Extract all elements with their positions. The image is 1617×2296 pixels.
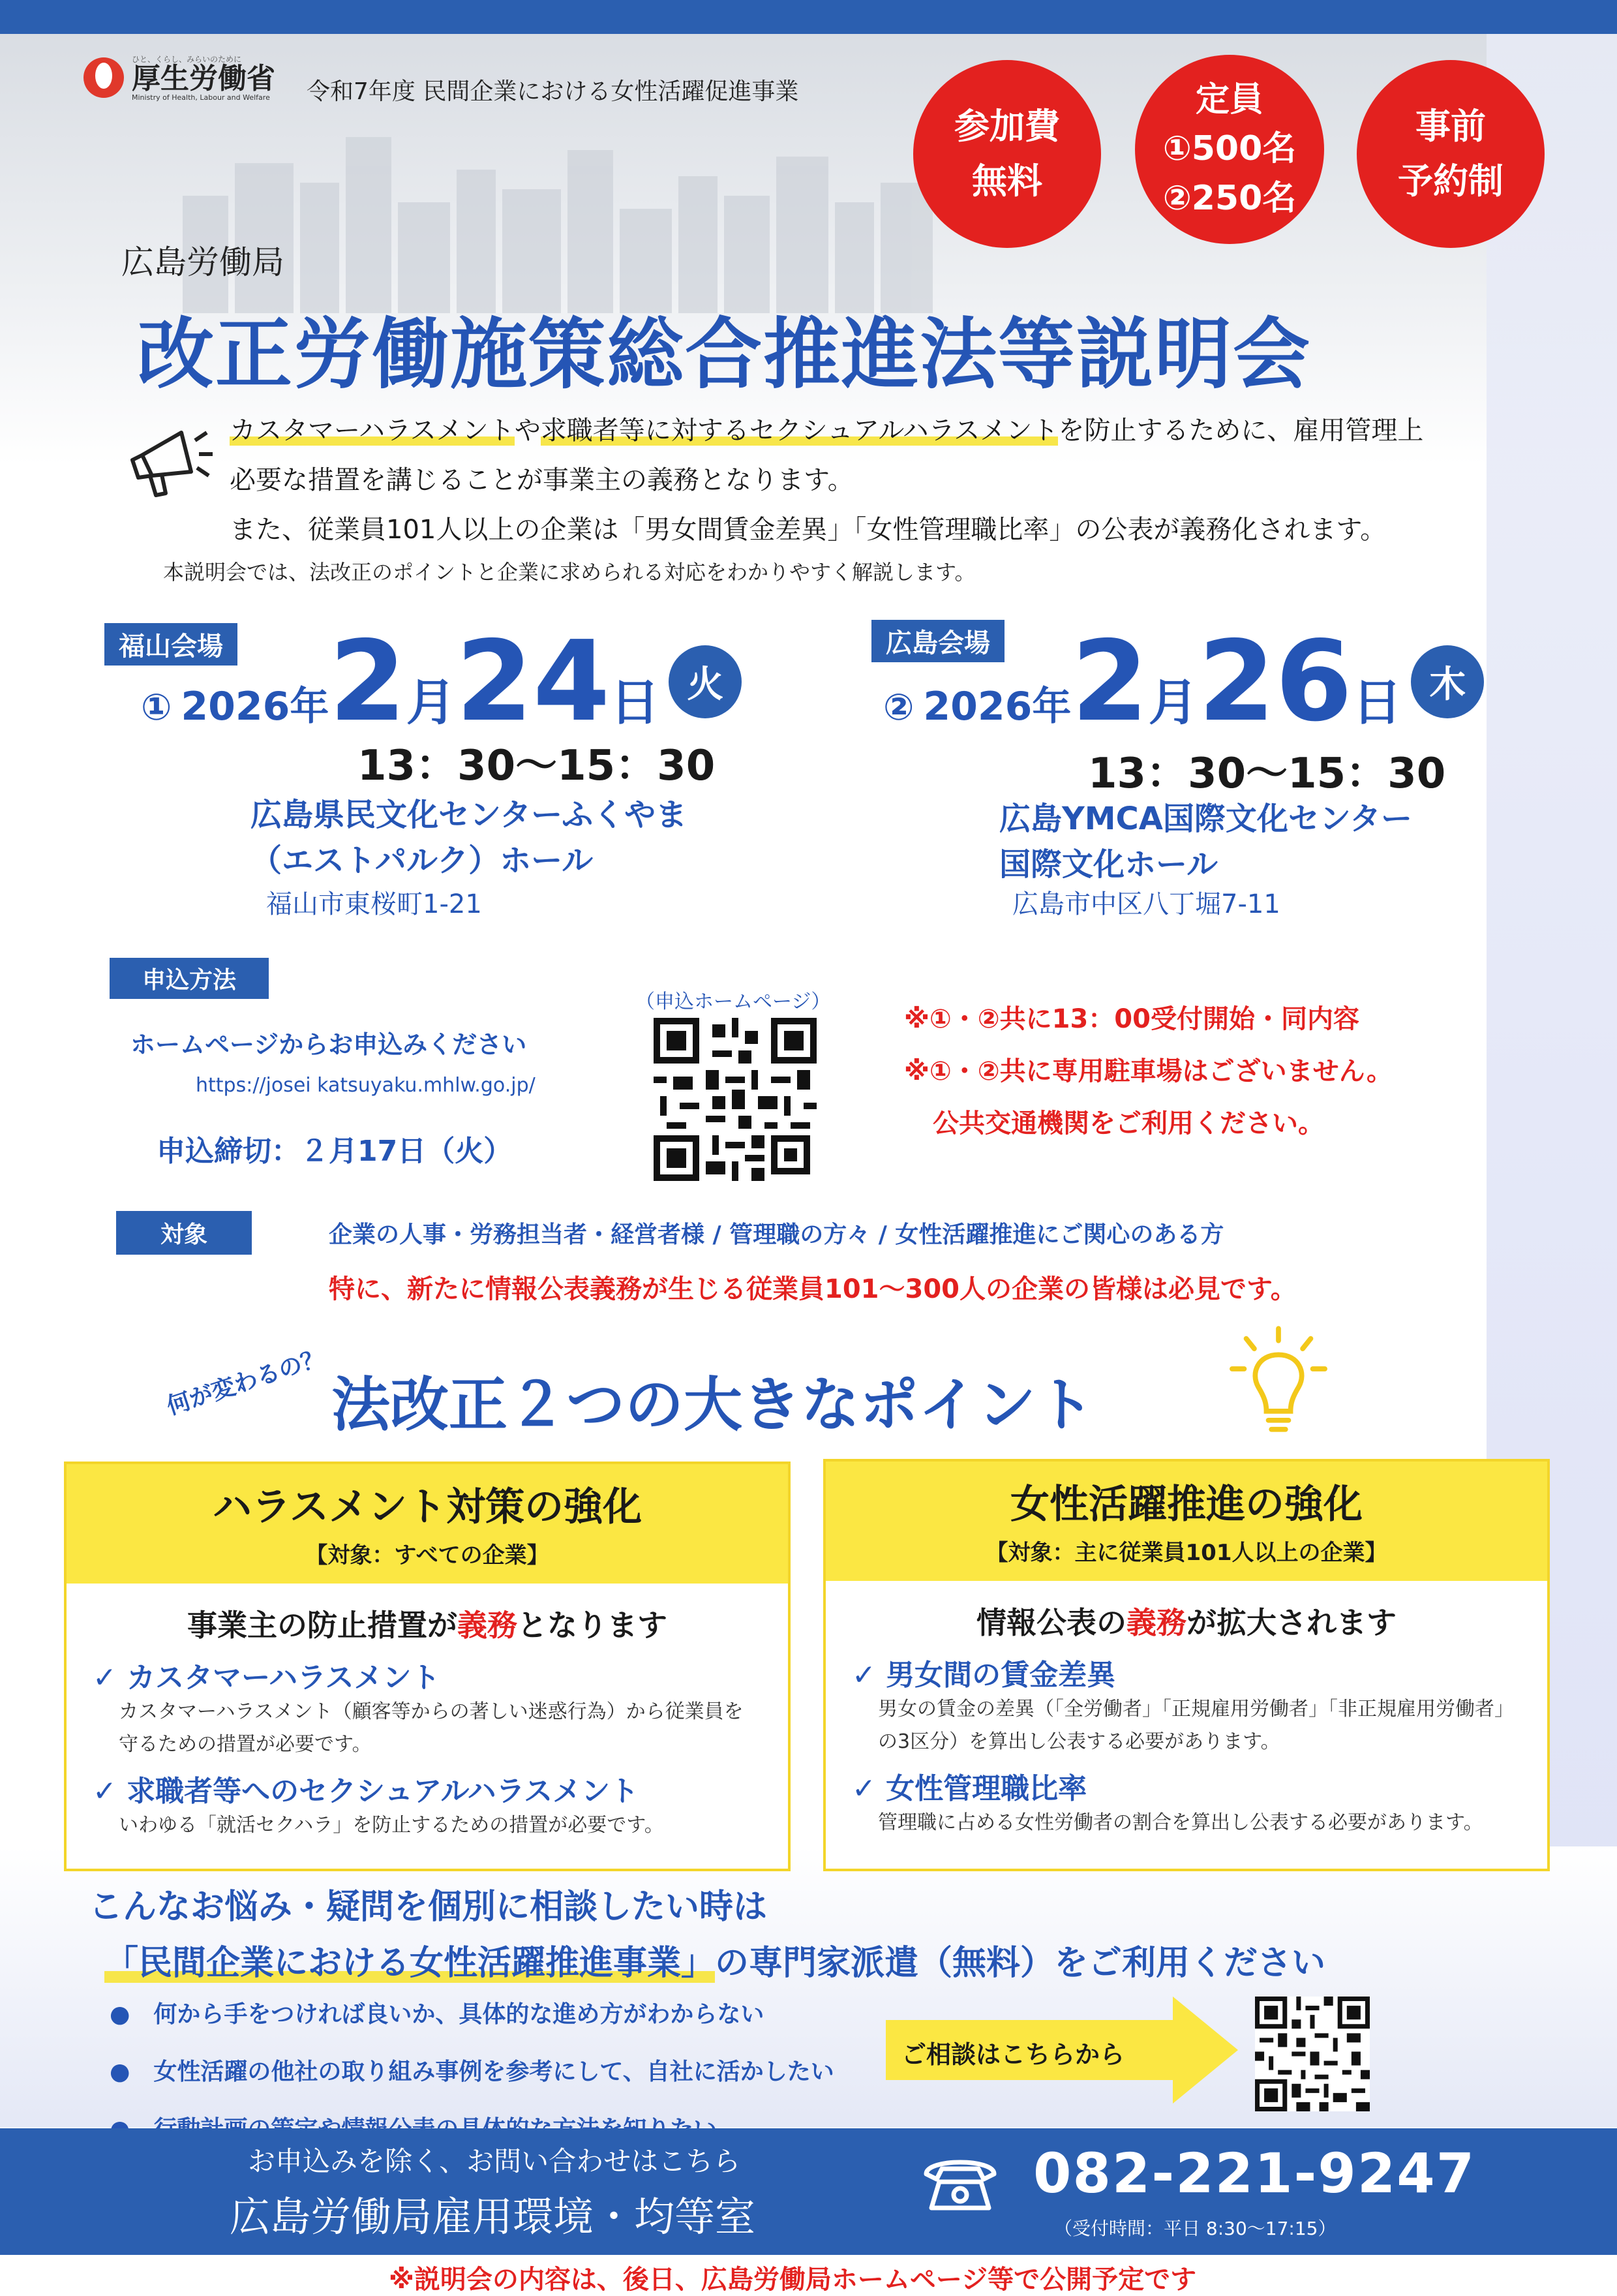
box-subtitle: 【対象：主に従業員101人以上の企業】 xyxy=(986,1540,1387,1566)
note-line: ※①・②共に13：00受付開始・同内容 xyxy=(904,1004,1359,1034)
session-1-address: 福山市東桜町1-21 xyxy=(266,889,482,919)
ministry-logo xyxy=(83,54,275,102)
ministry-name: 厚生労働省 xyxy=(132,62,275,95)
check-item: ✓ 求職者等へのセクシュアルハラスメント xyxy=(93,1775,639,1808)
consult-qr-code-icon[interactable] xyxy=(1255,1997,1370,2111)
apply-deadline: 申込締切：２月17日（火） xyxy=(157,1135,513,1168)
session-month: 2 xyxy=(329,617,406,746)
notes xyxy=(904,993,1393,1150)
ministry-tagline: ひと、くらし、みらいのために xyxy=(132,55,242,64)
intro-line-1: カスタマーハラスメントや求職者等に対するセクシュアルハラスメントを防止するために、雇用管理上 xyxy=(230,416,1424,446)
apply-qr-code-icon[interactable] xyxy=(654,1018,817,1181)
note-line: 公共交通機関をご利用ください。 xyxy=(933,1109,1324,1139)
contact-lead: お申込みを除く、お問い合わせはこちら xyxy=(248,2145,741,2177)
month-unit: 月 xyxy=(406,673,456,731)
day-of-week: 木 xyxy=(1411,645,1484,718)
what-changes-label: 何が変わるの？ xyxy=(163,1343,329,1420)
apply-instruction: ホームページからお申込みください xyxy=(130,1030,527,1059)
session-1-time: 13：30〜15：30 xyxy=(357,742,716,790)
check-icon: ✓ xyxy=(852,1659,886,1692)
intro-summary: 本説明会では、法改正のポイントと企業に求められる対応をわかりやすく解説します。 xyxy=(163,560,976,585)
target-highlight: 特に、新たに情報公表義務が生じる従業員101〜300人の企業の皆様は必見です。 xyxy=(329,1274,1297,1304)
megaphone-icon xyxy=(123,411,220,509)
badge-line: ①500名 xyxy=(1162,129,1297,169)
session-2-venue xyxy=(999,796,1412,887)
top-bar xyxy=(0,0,1617,34)
box-header xyxy=(67,1464,788,1584)
venue-line: 広島YMCA国際文化センター xyxy=(999,801,1412,837)
venue-line: 広島県民文化センターふくやま xyxy=(250,797,688,833)
badge-line: 参加費 xyxy=(954,106,1060,147)
venue-line: 国際文化ホール xyxy=(999,846,1218,883)
event-title: 改正労働施策総合推進法等説明会 xyxy=(137,309,1312,399)
session-month: 2 xyxy=(1071,617,1149,746)
badge-line: 事前 xyxy=(1415,106,1486,147)
item-description: カスタマーハラスメント（顧客等からの著しい迷惑行為）から従業員を守るための措置が必要です。 xyxy=(119,1700,744,1756)
program-name: 令和7年度 民間企業における女性活躍促進事業 xyxy=(307,78,799,105)
session-number: ① xyxy=(141,686,172,729)
harassment-box xyxy=(64,1462,791,1871)
bottom-note: ※説明会の内容は、後日、広島労働局ホームページ等で公開予定です xyxy=(389,2265,1197,2295)
badge-line: 無料 xyxy=(972,161,1042,202)
session-2-date xyxy=(883,617,1484,746)
intro-line-3: また、従業員101人以上の企業は「男女間賃金差異」「女性管理職比率」の公表が義務化されます。 xyxy=(230,515,1387,545)
phone-icon xyxy=(921,2151,999,2216)
capacity-badge xyxy=(1135,55,1324,244)
session-day: 24 xyxy=(455,617,611,746)
intro-line-2: 必要な措置を講じることが事業主の義務となります。 xyxy=(230,465,854,495)
consult-heading: こんなお悩み・疑問を個別に相談したい時は xyxy=(89,1888,768,1927)
check-item: ✓ 男女間の賃金差異 xyxy=(852,1659,1116,1692)
day-unit: 日 xyxy=(1352,673,1402,731)
apply-tag: 申込方法 xyxy=(110,958,269,999)
box-subtitle: 【対象：すべての企業】 xyxy=(305,1542,549,1569)
check-item: ✓ 女性管理職比率 xyxy=(852,1772,1087,1805)
badge-line: ②250名 xyxy=(1162,178,1297,218)
venue-tag-hiroshima: 広島会場 xyxy=(871,620,1005,662)
box-lead: 情報公表の義務が拡大されます xyxy=(976,1605,1397,1640)
month-unit: 月 xyxy=(1148,673,1198,731)
session-number: ② xyxy=(883,686,914,729)
box-title: 女性活躍推進の強化 xyxy=(1010,1482,1363,1527)
contact-hours: （受付時間：平日 8:30〜17:15） xyxy=(1054,2218,1337,2239)
day-unit: 日 xyxy=(610,673,660,731)
item-description: いわゆる「就活セクハラ」を防止するための措置が必要です。 xyxy=(119,1814,664,1837)
check-item: ✓ カスタマーハラスメント xyxy=(93,1661,440,1694)
bullet-item: ● 女性活躍の他社の取り組み事例を参考にして、自社に活かしたい xyxy=(110,2059,834,2085)
reservation-badge xyxy=(1357,60,1545,248)
contact-phone-number[interactable]: 082-221-9247 xyxy=(1033,2141,1476,2205)
points-heading: 法改正２つの大きなポイント xyxy=(331,1371,1095,1439)
box-title: ハラスメント対策の強化 xyxy=(212,1484,642,1530)
fee-badge xyxy=(913,60,1101,248)
check-icon: ✓ xyxy=(852,1772,886,1805)
target-audience: 企業の人事・労務担当者・経営者様 / 管理職の方々 / 女性活躍推進にご関心のある方 xyxy=(329,1221,1224,1248)
ministry-english-name: Ministry of Health, Labour and Welfare xyxy=(132,93,270,102)
consult-arrow-label: ご相談はこちらから xyxy=(901,2040,1125,2069)
bullet-dot-icon: ● xyxy=(110,2059,154,2085)
session-2-time: 13：30〜15：30 xyxy=(1088,750,1446,798)
qr-label: （申込ホームページ） xyxy=(635,990,831,1013)
consult-arrow-link[interactable] xyxy=(886,1997,1238,2104)
box-header xyxy=(826,1462,1547,1581)
bullet-item: ● 何から手をつければ良いか、具体的な進め方がわからない xyxy=(110,2001,764,2028)
session-year: 2026年 xyxy=(923,684,1072,729)
badge-line: 定員 xyxy=(1195,80,1263,119)
contact-office: 広島労働局雇用環境・均等室 xyxy=(230,2193,756,2241)
session-year: 2026年 xyxy=(181,684,329,729)
venue-tag-fukuyama: 福山会場 xyxy=(104,623,237,666)
contact-footer xyxy=(0,2128,1617,2255)
apply-url-link[interactable]: https://josei katsuyaku.mhlw.go.jp/ xyxy=(196,1074,536,1097)
day-of-week: 火 xyxy=(669,645,742,718)
ministry-emblem-icon xyxy=(83,57,124,98)
session-day: 26 xyxy=(1198,617,1353,746)
light-bulb-icon xyxy=(1226,1324,1331,1435)
venue-line: （エストパルク）ホール xyxy=(250,842,594,879)
check-icon: ✓ xyxy=(93,1661,127,1694)
box-lead: 事業主の防止措置が義務となります xyxy=(187,1608,667,1643)
session-1-date xyxy=(141,617,742,746)
intro-text xyxy=(230,406,1423,555)
consult-subheading: 「民間企業における女性活躍推進事業」の専門家派遣（無料）をご利用ください xyxy=(104,1944,1326,1983)
bullet-dot-icon: ● xyxy=(110,2001,154,2028)
item-description: 男女の賃金の差異（「全労働者」「正規雇用労働者」「非正規雇用労働者」の3区分）を算出し公表する必要があります。 xyxy=(878,1698,1514,1753)
badge-line: 予約制 xyxy=(1398,161,1504,202)
session-1-venue xyxy=(250,792,687,883)
womens-advancement-box xyxy=(823,1459,1550,1871)
item-description: 管理職に占める女性労働者の割合を算出し公表する必要があります。 xyxy=(878,1811,1483,1834)
check-icon: ✓ xyxy=(93,1775,127,1808)
organizer: 広島労働局 xyxy=(121,243,284,281)
session-2-address: 広島市中区八丁堀7-11 xyxy=(1012,889,1280,919)
note-line: ※①・②共に専用駐車場はございません。 xyxy=(904,1056,1393,1086)
target-tag: 対象 xyxy=(116,1211,252,1255)
